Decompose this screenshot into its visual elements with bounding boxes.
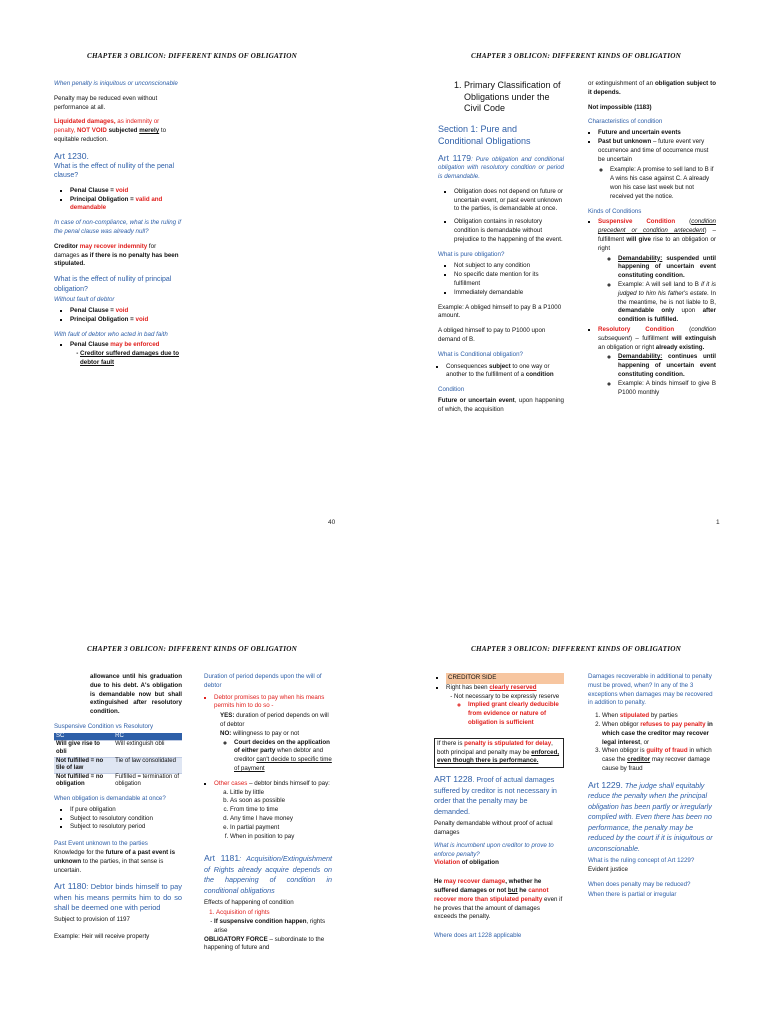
paragraph: Not impossible (1183) <box>588 103 652 111</box>
paragraph: When there is partial or irregular <box>588 890 677 898</box>
question: In case of non-compliance, what is the ruling if the penal clause was already null? <box>54 219 181 235</box>
table-cell: Will give rise to obli <box>54 741 113 757</box>
list-item: ▪ Penal Clause may be enforced <box>70 341 182 350</box>
question: When does penalty may be reduced? <box>588 880 691 888</box>
list-item: ◦ Court decides on the application of either party when debtor and creditor can't decide to specific time of payment <box>234 739 332 774</box>
sub-list <box>588 166 716 201</box>
list-item: ▪ Principal Obligation = void <box>70 316 182 325</box>
list-item: ▪ Obligation contains in resolutory condition is demandable without prejudice to the happening of the event. <box>454 218 564 244</box>
column-right <box>588 673 716 905</box>
list-item: - If suspensive condition happen, rights arise <box>214 918 332 936</box>
list-item: c. From time to time <box>230 806 332 815</box>
list-item: ▪ Suspensive Condition (condition precedent or condition antecedent) – fulfillment will give rise to an obligation or right <box>598 218 716 253</box>
paragraph: allowance until his graduation due to his debt. A's obligation is demandable now but shall extinguished after resolutory condition. <box>90 673 182 716</box>
paragraph: Violation of obligation <box>434 859 499 867</box>
numbered-list <box>588 712 716 774</box>
table-cell: Tie of law consolidated <box>113 757 182 773</box>
paragraph: Future or uncertain event, upon happening of which, the acquisition <box>438 397 565 413</box>
list-item: 2. When obligor refuses to pay penalty in which case the creditor may recover legal interest, or <box>602 721 716 747</box>
paragraph: Example: A obliged himself to pay B a P1000 amount. <box>438 303 562 320</box>
question: What is incumbent upon creditor to prove to enforce penalty? <box>434 841 554 858</box>
bullet-list <box>588 326 716 352</box>
list-item: d. Any time I have money <box>230 815 332 824</box>
list-item: ▪ Subject to resolutory condition <box>70 815 182 824</box>
table-cell: Will extinguish obli <box>113 741 182 757</box>
subheading: Kinds of Conditions <box>588 207 642 215</box>
list-item: a. Little by little <box>230 789 332 798</box>
list-item: ▪ Past but unknown – future event very occurrence and time of occurrence must be uncertain <box>598 138 716 164</box>
subheading: Effects of happening of condition <box>204 899 294 907</box>
article: ART 1228. Proof of actual damages suffered by creditor is not necessary in order that the penalty may be demanded. <box>434 774 557 816</box>
sub-list <box>434 701 564 727</box>
question: What is Conditional obligation? <box>438 350 523 358</box>
subheading: Without fault of debtor <box>54 296 115 304</box>
article: Art 1180: Debtor binds himself to pay when his means permits him to do so shall be deemed one with period <box>54 881 182 913</box>
page-header: CHAPTER 3 OBLICON: DIFFERENT KINDS OF OBLIGATION <box>471 645 681 653</box>
section-heading: Section 1: Pure and Conditional Obligations <box>438 123 531 146</box>
subheading: Condition <box>438 386 465 394</box>
paragraph: OBLIGATORY FORCE – subordinate to the happening of future and <box>204 935 325 952</box>
column-left <box>434 673 564 947</box>
page-header: CHAPTER 3 OBLICON: DIFFERENT KINDS OF OBLIGATION <box>471 52 681 60</box>
paragraph: Knowledge for the future of a past event is unknown to the parties, in that sense is uncertain. <box>54 848 176 874</box>
table-header: SC <box>54 733 113 741</box>
list-item: ▪ Not subject to any condition <box>454 262 564 271</box>
list-item: ◦ Demandability: continues until happening of uncertain event constituting condition. <box>618 353 716 379</box>
title: 1. Primary Classification of Obligations under the Civil Code <box>464 80 564 115</box>
paragraph: Example: Heir will receive property <box>54 932 150 940</box>
list-item: - Creditor suffered damages due to debtor fault <box>80 350 182 368</box>
column-left <box>54 673 182 947</box>
table-row <box>54 741 182 757</box>
column-left <box>438 80 564 421</box>
bullet-list <box>438 262 564 297</box>
sub-list <box>588 255 716 325</box>
column-right <box>204 673 332 959</box>
list-item: b. As soon as possible <box>230 797 332 806</box>
page-header: CHAPTER 3 OBLICON: DIFFERENT KINDS OF OBLIGATION <box>87 645 297 653</box>
question: What is the ruling concept of Art 1229? <box>588 857 695 865</box>
list-item: ▪ Principal Obligation = valid and demandable <box>70 196 182 214</box>
page-1 <box>384 0 768 526</box>
comparison-table <box>54 733 182 789</box>
list-item: ◦ Demandability: suspended until happening of uncertain event constituting condition. <box>618 255 716 281</box>
dash-list <box>204 918 332 936</box>
bullet-list <box>204 694 332 712</box>
question: Where does art 1228 applicable <box>434 932 522 940</box>
list-item: - Not necessary to be expressly reserve <box>454 693 564 702</box>
column-left <box>54 80 182 374</box>
paragraph: Evident justice <box>588 866 628 874</box>
page-number: 40 <box>328 519 336 526</box>
article-heading: Art 1230. <box>54 150 89 161</box>
table-row <box>54 757 182 773</box>
sub-list <box>588 353 716 397</box>
list-item: ◦ Example: A promise to sell land to B if A wins his case against C. A already won his case last week but not received yet the notice. <box>610 166 716 201</box>
list-item: e. In partial payment <box>230 824 332 833</box>
article: Art 1181: Acquisition/Extinguishment of Rights already acquire depends on the happening of condition in conditional obligations <box>204 853 332 895</box>
table-header: RC <box>113 733 182 741</box>
page-40 <box>0 0 384 526</box>
bullet-list <box>54 187 182 213</box>
table-header-row <box>54 733 182 741</box>
dash-list <box>54 350 182 368</box>
paragraph: or extinguishment of an obligation subject to it depends. <box>588 80 716 96</box>
page-4 <box>384 512 768 1024</box>
subheading: Duration of period depends upon the will of debtor <box>204 673 322 689</box>
bullet-list <box>204 780 332 789</box>
paragraph: Subject to provision of 1197 <box>54 915 130 923</box>
page-3 <box>0 512 384 1024</box>
list-item: ▪ Other cases – debtor binds himself to pay: <box>214 780 332 789</box>
list-item: f. When in position to pay <box>230 833 332 842</box>
question: Damages recoverable in additional to penalty must be proved, when? In any of the 3 exceptions when damages may be recovered in addition to penalty. <box>588 673 713 707</box>
list-item: ▪ No specific date mention for its fulfillment <box>454 271 564 289</box>
article: Art 1229. The judge shall equitably reduce the penalty when the principal obligation has been partly or irregularly complied with. Even there has been no performance, the penalty may be reduced by the court if it is iniquitous or unconscionable. <box>588 779 713 853</box>
question: What is the effect of nullity of the penal clause? <box>54 162 175 180</box>
bullet-list <box>588 129 716 164</box>
table-cell: Not fulfilled = no obligation <box>54 773 113 789</box>
subheading: With fault of debtor who acted in bad faith <box>54 330 168 338</box>
list-item: 3. When obligor is guilty of fraud in which case the creditor may recover damage cause by fraud <box>602 747 716 773</box>
list-item: ▪ Penal Clause = void <box>70 307 182 316</box>
subheading: Characteristics of condition <box>588 118 663 126</box>
column-right <box>588 80 716 403</box>
question: When obligation is demandable at once? <box>54 794 166 802</box>
list-item: ▪ Future and uncertain events <box>598 129 716 138</box>
list-item: ▪ Subject to resolutory period <box>70 823 182 832</box>
yes-no-block <box>204 712 332 738</box>
highlight-box: If there is penalty is stipulated for delay, both principal and penalty may be enforced, even though there is performance. <box>434 738 564 768</box>
bullet-list <box>434 673 564 693</box>
list-item: ▪ Penal Clause = void <box>70 187 182 196</box>
table-cell: Fulfilled = termination of obligation <box>113 773 182 789</box>
list-item: ▪ Obligation does not depend on future or uncertain event, or past event unknown to the parties, is demandable at once. <box>454 188 564 214</box>
table-cell: Not fulfilled = no tile of law <box>54 757 113 773</box>
paragraph-liquidated: Liquidated damages, as indemnity or penalty, NOT VOID subjected merely to equitable reduction. <box>54 118 167 143</box>
list-item: ▪ If pure obligation <box>70 806 182 815</box>
article: Art 1179: Pure obligation and conditional obligation with resolutory condition or period is demandable. <box>438 152 564 181</box>
yes-line: YES: duration of period depends on will of debtor <box>220 712 329 728</box>
dash-list <box>434 693 564 702</box>
title-list <box>438 80 564 115</box>
paragraph: He may recover damage, whether he suffered damages or not but he cannot recover more than stipulated penalty even if he proves that the amount of damages exceeds the penalty. <box>434 878 563 921</box>
list-item: ▪ Immediately demandable <box>454 289 564 298</box>
question: What is the effect of nullity of principal obligation? <box>54 276 172 293</box>
page-header: CHAPTER 3 OBLICON: DIFFERENT KINDS OF OBLIGATION <box>87 52 297 60</box>
list-item: ◦ Example: A binds himself to give B P1000 monthly <box>618 380 716 398</box>
list-item: ▪ Resolutory Condition (condition subsequent) – fulfillment will extinguish an obligation or right already existing. <box>598 326 716 352</box>
bullet-list <box>588 218 716 253</box>
paragraph: A obliged himself to pay to P1000 upon demand of B. <box>438 327 546 344</box>
paragraph: Penalty may be reduced even without performance at all. <box>54 94 158 111</box>
list-item: ◦ Implied grant clearly deducible from evidence or nature of obligation is sufficient <box>468 701 564 727</box>
bullet-list <box>54 341 182 350</box>
list-item: ▪ Debtor promises to pay when his means permits him to do so - <box>214 694 332 712</box>
list-item: ▪ Right has been clearly reserved <box>446 684 564 693</box>
no-line: NO: willingness to pay or not <box>220 729 300 737</box>
creditor-side-badge: ▪ CREDITOR SIDE <box>446 673 564 684</box>
list-item: 1. Acquisition of rights <box>216 909 332 918</box>
list-item: ◦ Example: A will sell land to B if it is judged to him his father's estate. In the meantime, he is not liable to B, demandable only upon after condition is fulfilled. <box>618 281 716 325</box>
table-row <box>54 773 182 789</box>
paragraph: Creditor may recover indemnity for damages as if there is no penalty has been stipulated. <box>54 242 179 268</box>
question: What is pure obligation? <box>438 250 505 258</box>
list-item: 1. When stipulated by parties <box>602 712 716 721</box>
bullet-list <box>438 188 564 245</box>
table-title: Suspensive Condition vs Resolutory <box>54 722 154 730</box>
numbered-list <box>204 909 332 918</box>
bullet-list <box>54 307 182 325</box>
bullet-list <box>438 363 564 381</box>
lettered-list <box>204 789 332 842</box>
page-number: 1 <box>716 519 720 526</box>
paragraph: Penalty demandable without proof of actual damages <box>434 820 553 836</box>
subheading: Past Event unknown to the parties <box>54 840 148 848</box>
bullet-list <box>54 806 182 832</box>
sub-list <box>204 739 332 774</box>
list-item: ▪ Consequences subject to one way or another to the fulfillment of a condition <box>446 363 564 381</box>
question: When penalty is iniquitous or unconscionable <box>54 80 178 87</box>
